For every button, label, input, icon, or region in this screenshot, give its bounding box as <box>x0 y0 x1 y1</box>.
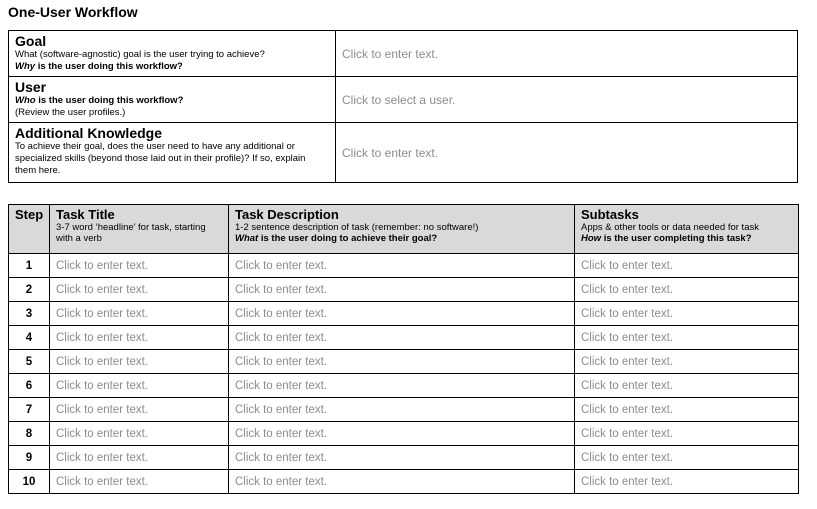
header-task-description-what: What <box>235 233 259 244</box>
step-number: 6 <box>9 374 50 398</box>
task-title-input[interactable]: Click to enter text. <box>50 422 229 446</box>
step-number: 9 <box>9 446 50 470</box>
user-desc-line1: is the user doing this workflow? <box>35 95 184 106</box>
goal-description <box>15 49 329 73</box>
step-number: 8 <box>9 422 50 446</box>
header-step <box>9 205 50 254</box>
step-number: 1 <box>9 254 50 278</box>
header-task-description-desc <box>235 222 568 244</box>
step-number: 2 <box>9 278 50 302</box>
step-number: 4 <box>9 326 50 350</box>
task-title-input[interactable]: Click to enter text. <box>50 470 229 494</box>
table-row <box>9 278 799 302</box>
user-title: User <box>15 79 47 95</box>
goal-desc-line1: What (software-agnostic) goal is the user trying to achieve? <box>15 49 265 60</box>
goal-label-cell <box>9 31 336 77</box>
subtasks-input[interactable]: Click to enter text. <box>575 470 799 494</box>
task-description-input[interactable]: Click to enter text. <box>229 326 575 350</box>
header-task-title <box>50 205 229 254</box>
goal-desc-why: Why <box>15 61 36 72</box>
header-task-description <box>229 205 575 254</box>
task-description-input[interactable]: Click to enter text. <box>229 254 575 278</box>
step-number: 7 <box>9 398 50 422</box>
task-description-input[interactable]: Click to enter text. <box>229 398 575 422</box>
table-row <box>9 470 799 494</box>
header-subtasks-desc1: Apps & other tools or data needed for task <box>581 222 759 233</box>
subtasks-input[interactable]: Click to enter text. <box>575 278 799 302</box>
header-subtasks-desc2: is the user completing this task? <box>601 233 752 244</box>
header-task-title-label: Task Title <box>56 207 115 222</box>
steps-table <box>8 204 799 494</box>
task-title-input[interactable]: Click to enter text. <box>50 302 229 326</box>
subtasks-input[interactable]: Click to enter text. <box>575 422 799 446</box>
knowledge-label-cell <box>9 123 336 183</box>
header-task-description-label: Task Description <box>235 207 339 222</box>
step-number: 10 <box>9 470 50 494</box>
task-description-input[interactable]: Click to enter text. <box>229 350 575 374</box>
step-number: 3 <box>9 302 50 326</box>
subtasks-input[interactable]: Click to enter text. <box>575 446 799 470</box>
task-title-input[interactable]: Click to enter text. <box>50 278 229 302</box>
header-subtasks-desc <box>581 222 792 244</box>
knowledge-title: Additional Knowledge <box>15 125 162 141</box>
goal-input[interactable]: Click to enter text. <box>336 31 798 77</box>
user-desc-who: Who <box>15 95 36 106</box>
task-title-input[interactable]: Click to enter text. <box>50 398 229 422</box>
workflow-summary-table <box>8 30 798 183</box>
task-description-input[interactable]: Click to enter text. <box>229 374 575 398</box>
task-description-input[interactable]: Click to enter text. <box>229 470 575 494</box>
knowledge-description: To achieve their goal, does the user need to have any additional or specialized skills (beyond those laid out in their profile)? If so, explain them here. <box>15 141 306 176</box>
subtasks-input[interactable]: Click to enter text. <box>575 374 799 398</box>
header-subtasks <box>575 205 799 254</box>
knowledge-row <box>9 123 798 183</box>
table-row <box>9 398 799 422</box>
user-description <box>15 95 329 119</box>
knowledge-input[interactable]: Click to enter text. <box>336 123 798 183</box>
user-select[interactable]: Click to select a user. <box>336 77 798 123</box>
page-title: One-User Workflow <box>8 4 138 20</box>
header-subtasks-how: How <box>581 233 602 244</box>
steps-body <box>9 254 799 494</box>
task-description-input[interactable]: Click to enter text. <box>229 278 575 302</box>
step-number: 5 <box>9 350 50 374</box>
steps-header-row <box>9 205 799 254</box>
table-row <box>9 422 799 446</box>
goal-desc-line2: is the user doing this workflow? <box>35 61 183 72</box>
table-row <box>9 326 799 350</box>
header-task-description-desc2: is the user doing to achieve their goal? <box>258 233 438 244</box>
task-description-input[interactable]: Click to enter text. <box>229 422 575 446</box>
subtasks-input[interactable]: Click to enter text. <box>575 398 799 422</box>
user-row <box>9 77 798 123</box>
task-description-input[interactable]: Click to enter text. <box>229 446 575 470</box>
user-desc-line2: (Review the user profiles.) <box>15 107 126 118</box>
task-description-input[interactable]: Click to enter text. <box>229 302 575 326</box>
goal-title: Goal <box>15 33 47 49</box>
table-row <box>9 350 799 374</box>
table-row <box>9 374 799 398</box>
task-title-input[interactable]: Click to enter text. <box>50 374 229 398</box>
task-title-input[interactable]: Click to enter text. <box>50 446 229 470</box>
task-title-input[interactable]: Click to enter text. <box>50 326 229 350</box>
task-title-input[interactable]: Click to enter text. <box>50 254 229 278</box>
table-row <box>9 254 799 278</box>
task-title-input[interactable]: Click to enter text. <box>50 350 229 374</box>
goal-row <box>9 31 798 77</box>
header-task-title-desc: 3-7 word ‘headline’ for task, starting with a verb <box>56 222 206 244</box>
subtasks-input[interactable]: Click to enter text. <box>575 254 799 278</box>
subtasks-input[interactable]: Click to enter text. <box>575 350 799 374</box>
table-row <box>9 302 799 326</box>
subtasks-input[interactable]: Click to enter text. <box>575 302 799 326</box>
header-subtasks-label: Subtasks <box>581 207 639 222</box>
subtasks-input[interactable]: Click to enter text. <box>575 326 799 350</box>
user-label-cell <box>9 77 336 123</box>
table-row <box>9 446 799 470</box>
header-step-title: Step <box>15 207 44 222</box>
header-task-description-desc1: 1-2 sentence description of task (remember: no software!) <box>235 222 479 233</box>
